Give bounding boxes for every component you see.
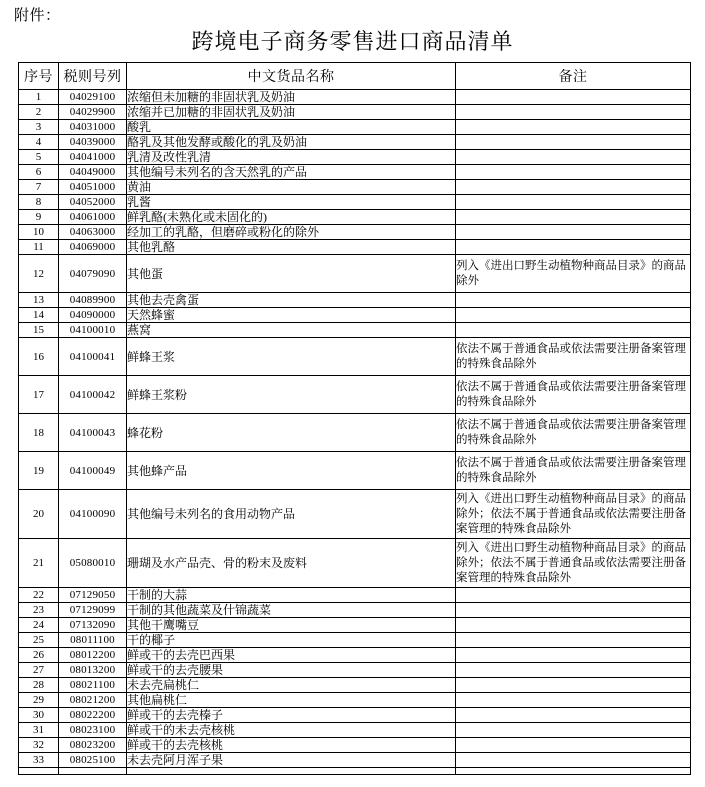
cell-seq: 30 [19,708,59,723]
cell-code: 08023100 [59,723,127,738]
cell-name: 鲜或干的未去壳核桃 [127,723,456,738]
table-row [19,603,691,618]
table-row [19,663,691,678]
cell-name: 其他蛋 [127,255,456,293]
cell-seq: 25 [19,633,59,648]
cell-code: 04100043 [59,414,127,452]
cell-remark [456,293,691,308]
cell-seq: 20 [19,490,59,539]
cell-code: 04029900 [59,105,127,120]
attachment-label: 附件： [14,8,61,24]
cell-seq: 31 [19,723,59,738]
cell-remark [456,603,691,618]
cell-name: 其他编号未列名的食用动物产品 [127,490,456,539]
cell-seq: 16 [19,338,59,376]
cell-seq: 3 [19,120,59,135]
cell-code: 07129099 [59,603,127,618]
table-row [19,723,691,738]
cell-remark [456,753,691,768]
cell-seq: 5 [19,150,59,165]
cell-remark [456,663,691,678]
table-row [19,376,691,414]
cell-seq: 10 [19,225,59,240]
cell-code: 08022200 [59,708,127,723]
cell-code: 04052000 [59,195,127,210]
cell-seq [19,768,59,775]
cell-code: 08011100 [59,633,127,648]
cell-name: 其他去壳禽蛋 [127,293,456,308]
cell-remark [456,323,691,338]
cell-seq: 15 [19,323,59,338]
table-row [19,648,691,663]
cell-seq: 18 [19,414,59,452]
cell-remark [456,588,691,603]
cell-code: 04100090 [59,490,127,539]
cell-seq: 6 [19,165,59,180]
table-row [19,240,691,255]
cell-seq: 22 [19,588,59,603]
cell-name: 鲜蜂王浆 [127,338,456,376]
table-row [19,338,691,376]
cell-name: 燕窝 [127,323,456,338]
cell-code: 04100049 [59,452,127,490]
cell-name: 其他乳酪 [127,240,456,255]
cell-seq: 29 [19,693,59,708]
cell-code: 08025100 [59,753,127,768]
cell-code: 04100041 [59,338,127,376]
cell-code: 04090000 [59,308,127,323]
cell-name: 乳酱 [127,195,456,210]
table-row [19,693,691,708]
cell-code: 04089900 [59,293,127,308]
cell-name: 经加工的乳酪，但磨碎或粉化的除外 [127,225,456,240]
table-row [19,588,691,603]
table-row [19,90,691,105]
cell-code: 04051000 [59,180,127,195]
cell-code: 08023200 [59,738,127,753]
column-header-remark: 备注 [456,63,691,90]
cell-remark [456,723,691,738]
table-row [19,195,691,210]
cell-remark: 列入《进出口野生动植物种商品目录》的商品除外；依法不属于普通食品或依法需要注册备案管理的特殊食品除外 [456,490,691,539]
cell-remark [456,90,691,105]
cell-code: 04049000 [59,165,127,180]
cell-code: 04039000 [59,135,127,150]
column-header-name: 中文货品名称 [127,63,456,90]
cell-seq: 4 [19,135,59,150]
cell-seq: 8 [19,195,59,210]
cell-seq: 32 [19,738,59,753]
cell-code: 08013200 [59,663,127,678]
cell-code: 04079090 [59,255,127,293]
cell-seq: 7 [19,180,59,195]
table-row [19,618,691,633]
cell-remark: 列入《进出口野生动植物种商品目录》的商品除外；依法不属于普通食品或依法需要注册备案管理的特殊食品除外 [456,539,691,588]
table-row [19,255,691,293]
cell-code: 08012200 [59,648,127,663]
table-row [19,414,691,452]
cell-seq: 12 [19,255,59,293]
cell-seq: 27 [19,663,59,678]
table-row [19,633,691,648]
cell-name: 蜂花粉 [127,414,456,452]
table-row [19,150,691,165]
cell-seq: 21 [19,539,59,588]
cell-seq: 23 [19,603,59,618]
table-row [19,539,691,588]
cell-name: 珊瑚及水产品壳、骨的粉末及废料 [127,539,456,588]
table-row [19,708,691,723]
cell-seq: 24 [19,618,59,633]
cell-name: 其他蜂产品 [127,452,456,490]
goods-table-container [18,62,690,775]
table-row [19,678,691,693]
cell-name: 鲜或干的去壳巴西果 [127,648,456,663]
cell-code: 07129050 [59,588,127,603]
cell-name: 酸乳 [127,120,456,135]
table-row [19,293,691,308]
cell-code: 04100042 [59,376,127,414]
table-row [19,753,691,768]
cell-remark: 依法不属于普通食品或依法需要注册备案管理的特殊食品除外 [456,338,691,376]
table-row [19,120,691,135]
cell-remark: 依法不属于普通食品或依法需要注册备案管理的特殊食品除外 [456,414,691,452]
table-row [19,768,691,775]
table-row [19,105,691,120]
cell-remark [456,120,691,135]
cell-remark [456,693,691,708]
cell-remark [456,618,691,633]
cell-remark [456,210,691,225]
cell-name: 乳清及改性乳清 [127,150,456,165]
cell-remark [456,633,691,648]
cell-name: 鲜蜂王浆粉 [127,376,456,414]
cell-seq: 26 [19,648,59,663]
cell-name: 干制的其他蔬菜及什锦蔬菜 [127,603,456,618]
cell-code: 08021100 [59,678,127,693]
table-row [19,452,691,490]
cell-remark [456,240,691,255]
cell-name: 鲜或干的去壳腰果 [127,663,456,678]
goods-table [18,62,691,775]
cell-name: 黄油 [127,180,456,195]
cell-name: 天然蜂蜜 [127,308,456,323]
cell-code: 04100010 [59,323,127,338]
cell-remark [456,678,691,693]
cell-remark [456,648,691,663]
cell-seq: 33 [19,753,59,768]
cell-remark: 依法不属于普通食品或依法需要注册备案管理的特殊食品除外 [456,452,691,490]
cell-code: 04029100 [59,90,127,105]
table-row [19,738,691,753]
cell-seq: 13 [19,293,59,308]
cell-name: 其他干鹰嘴豆 [127,618,456,633]
cell-remark [456,738,691,753]
cell-remark [456,180,691,195]
cell-name: 酪乳及其他发酵或酸化的乳及奶油 [127,135,456,150]
cell-code: 04061000 [59,210,127,225]
cell-code: 04063000 [59,225,127,240]
table-row [19,180,691,195]
table-row [19,490,691,539]
cell-remark [456,150,691,165]
table-row [19,225,691,240]
column-header-seq: 序号 [19,63,59,90]
cell-seq: 19 [19,452,59,490]
cell-remark [456,308,691,323]
table-row [19,210,691,225]
cell-name: 未去壳扁桃仁 [127,678,456,693]
cell-remark: 依法不属于普通食品或依法需要注册备案管理的特殊食品除外 [456,376,691,414]
cell-remark [456,135,691,150]
cell-remark: 列入《进出口野生动植物种商品目录》的商品除外 [456,255,691,293]
cell-code: 04041000 [59,150,127,165]
cell-seq: 9 [19,210,59,225]
table-row [19,135,691,150]
cell-name: 浓缩但未加糖的非固状乳及奶油 [127,90,456,105]
cell-remark [456,708,691,723]
cell-code: 04069000 [59,240,127,255]
table-header-row [19,63,691,90]
table-row [19,323,691,338]
cell-name: 干制的大蒜 [127,588,456,603]
goods-table-body [19,90,691,775]
cell-name: 干的椰子 [127,633,456,648]
cell-seq: 14 [19,308,59,323]
cell-seq: 1 [19,90,59,105]
cell-name: 浓缩并已加糖的非固状乳及奶油 [127,105,456,120]
cell-name: 鲜或干的去壳核桃 [127,738,456,753]
cell-remark [456,768,691,775]
table-row [19,308,691,323]
cell-seq: 11 [19,240,59,255]
cell-code: 07132090 [59,618,127,633]
cell-code: 05080010 [59,539,127,588]
cell-remark [456,165,691,180]
cell-seq: 17 [19,376,59,414]
cell-name: 鲜乳酪(未熟化或未固化的) [127,210,456,225]
column-header-code: 税则号列 [59,63,127,90]
cell-name: 其他编号未列名的含天然乳的产品 [127,165,456,180]
cell-name: 鲜或干的去壳榛子 [127,708,456,723]
cell-seq: 2 [19,105,59,120]
cell-name: 其他扁桃仁 [127,693,456,708]
cell-remark [456,225,691,240]
cell-name [127,768,456,775]
table-row [19,165,691,180]
cell-code: 08021200 [59,693,127,708]
page-title: 跨境电子商务零售进口商品清单 [191,29,514,54]
cell-remark [456,105,691,120]
cell-code: 04031000 [59,120,127,135]
cell-code [59,768,127,775]
cell-seq: 28 [19,678,59,693]
cell-name: 未去壳阿月浑子果 [127,753,456,768]
cell-remark [456,195,691,210]
